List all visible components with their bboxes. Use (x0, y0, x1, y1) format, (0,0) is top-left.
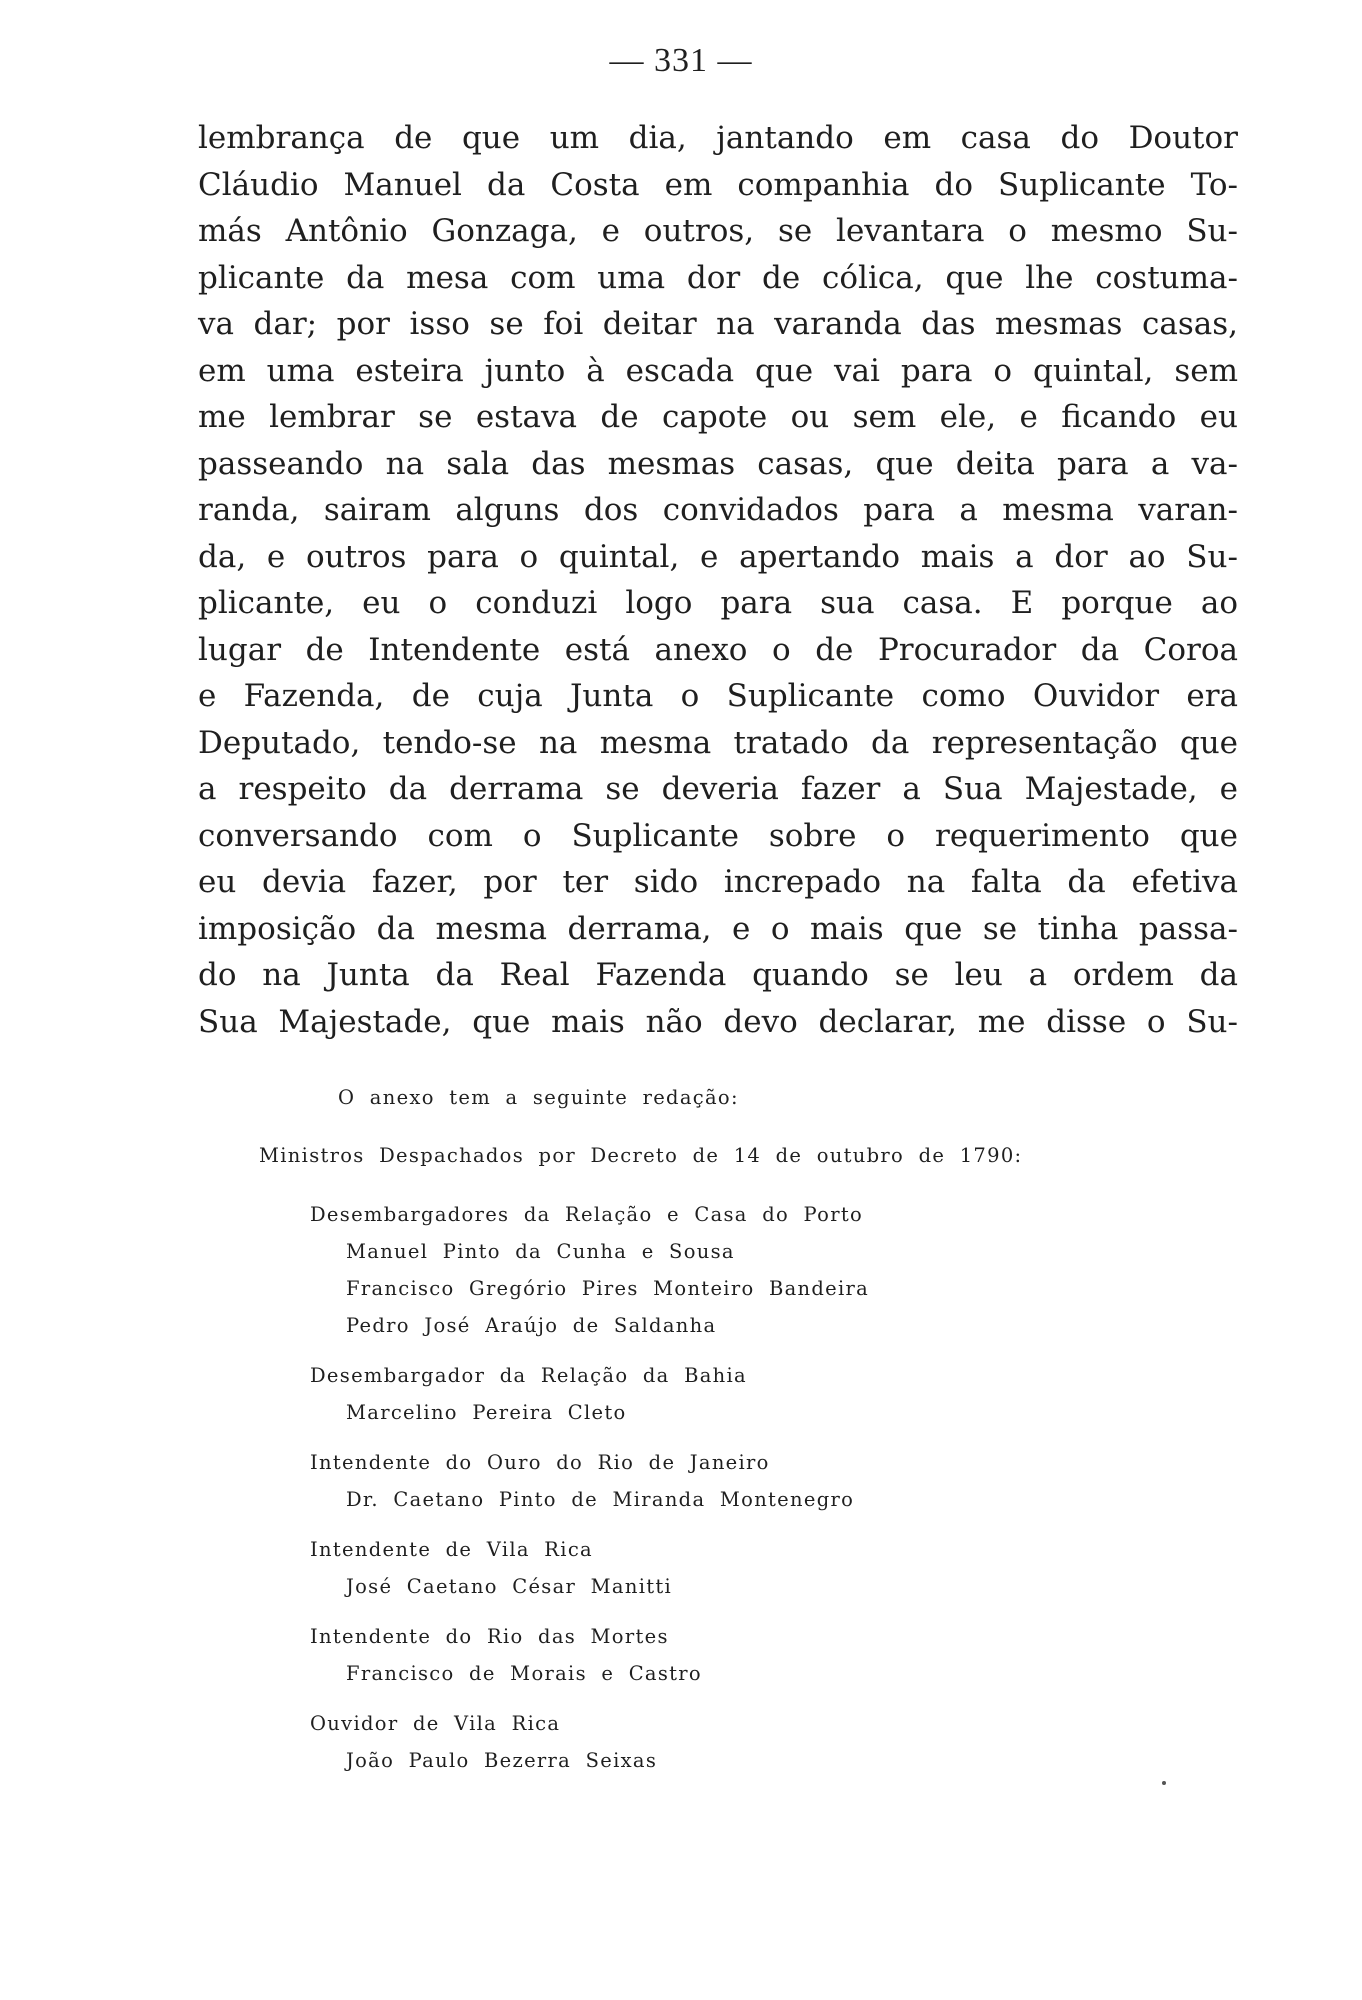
body-line: plicante da mesa com uma dor de cólica, que lhe costuma- (198, 259, 1238, 296)
annex-group-title: Intendente do Ouro do Rio de Janeiro (310, 1451, 770, 1474)
annex-appointee-name: Francisco de Morais e Castro (346, 1662, 702, 1685)
annex-heading: Ministros Despachados por Decreto de 14 de outubro de 1790: (259, 1144, 1023, 1167)
body-line: a respeito da derrama se deveria fazer a Sua Majestade, e (198, 771, 1238, 807)
annex-appointee-name: Pedro José Araújo de Saldanha (346, 1314, 717, 1337)
body-line: lugar de Intendente está anexo o de Procurador da Coroa (198, 631, 1238, 668)
annex-group-title: Intendente do Rio das Mortes (310, 1625, 669, 1648)
body-line: da, e outros para o quintal, e apertando mais a dor ao Su- (198, 538, 1238, 575)
page-number: — 331 — (609, 42, 753, 79)
body-line: más Antônio Gonzaga, e outros, se levantara o mesmo Su- (198, 213, 1238, 249)
annex-appointee-name: José Caetano César Manitti (346, 1575, 673, 1598)
body-line: Cláudio Manuel da Costa em companhia do Suplicante To- (198, 166, 1238, 203)
body-line: Deputado, tendo-se na mesma tratado da representação que (198, 724, 1238, 761)
annex-group-title: Desembargadores da Relação e Casa do Porto (310, 1203, 864, 1226)
body-line: eu devia fazer, por ter sido increpado na falta da efetiva (198, 864, 1238, 900)
body-line: passeando na sala das mesmas casas, que deita para a va- (198, 445, 1238, 482)
body-line: plicante, eu o conduzi logo para sua casa. E porque ao (198, 585, 1238, 621)
annex-appointee-name: Manuel Pinto da Cunha e Sousa (346, 1240, 735, 1263)
annex-appointee-name: João Paulo Bezerra Seixas (346, 1749, 658, 1772)
body-line: conversando com o Suplicante sobre o requerimento que (198, 817, 1238, 854)
body-line: do na Junta da Real Fazenda quando se leu a ordem da (198, 957, 1238, 993)
body-line: Sua Majestade, que mais não devo declarar, me disse o Su- (198, 1003, 1238, 1040)
body-line: randa, sairam alguns dos convidados para a mesma varan- (198, 492, 1238, 528)
body-line: va dar; por isso se foi deitar na varanda das mesmas casas, (198, 306, 1238, 342)
annex-appointee-name: Dr. Caetano Pinto de Miranda Montenegro (346, 1488, 855, 1511)
annex-group-title: Desembargador da Relação da Bahia (310, 1364, 747, 1387)
body-line: e Fazenda, de cuja Junta o Suplicante como Ouvidor era (198, 678, 1238, 714)
body-line: lembrança de que um dia, jantando em casa do Doutor (198, 120, 1238, 156)
body-line: me lembrar se estava de capote ou sem ele, e ficando eu (198, 399, 1238, 435)
annex-group-title: Ouvidor de Vila Rica (310, 1712, 561, 1735)
body-paragraph (198, 115, 1238, 1045)
annex-intro: O anexo tem a seguinte redação: (338, 1086, 739, 1109)
body-line: imposição da mesma derrama, e o mais que se tinha passa- (198, 910, 1238, 947)
annex-group-title: Intendente de Vila Rica (310, 1538, 593, 1561)
print-speck (1162, 1781, 1166, 1785)
annex-appointee-name: Marcelino Pereira Cleto (346, 1401, 627, 1424)
body-line: em uma esteira junto à escada que vai para o quintal, sem (198, 352, 1238, 389)
annex-appointee-name: Francisco Gregório Pires Monteiro Bandeira (346, 1277, 870, 1300)
